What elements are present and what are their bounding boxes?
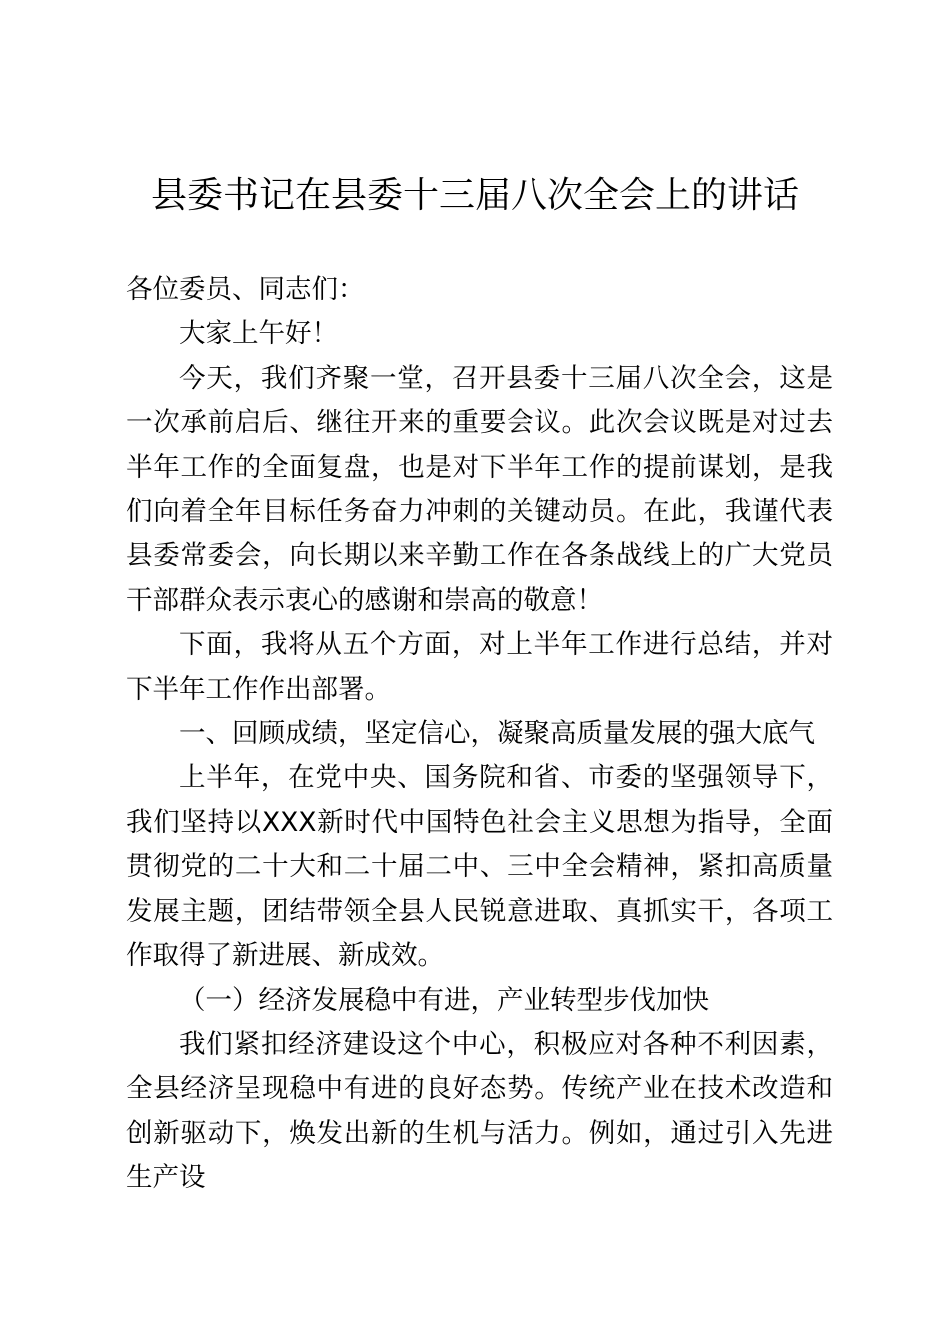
paragraph-opening: 今天，我们齐聚一堂，召开县委十三届八次全会，这是一次承前启后、继往开来的重要会议。此次会议既是对过去半年工作的全面复盘，也是对下半年工作的提前谋划，是我们向着全年目标任务奋力冲刺的关键动员。在此，我谨代表县委常委会，向长期以来辛勤工作在各条战线上的广大党员干部群众表示衷心的感谢和崇高的敬意！ (126, 362, 833, 616)
greeting: 大家上午好！ (179, 318, 338, 350)
document-title: 县委书记在县委十三届八次全会上的讲话 (150, 175, 799, 216)
paragraph-review: 上半年，在党中央、国务院和省、市委的坚强领导下，我们坚持以XXX新时代中国特色社会主义思想为指导，全面贯彻党的二十大和二十届二中、三中全会精神，紧扣高质量发展主题，团结带领全县人民锐意进取、真抓实干，各项工作取得了新进展、新成效。 (126, 762, 833, 972)
salutation: 各位委员、同志们： (126, 274, 365, 305)
document-body (126, 268, 833, 1201)
paragraph-economy: 我们紧扣经济建设这个中心，积极应对各种不利因素，全县经济呈现稳中有进的良好态势。传统产业在技术改造和创新驱动下，焕发出新的生机与活力。例如，通过引入先进生产设 (126, 1028, 833, 1194)
subsection-heading-1: （一）经济发展稳中有进，产业转型步伐加快 (179, 984, 709, 1016)
paragraph-outline: 下面，我将从五个方面，对上半年工作进行总结，并对下半年工作作出部署。 (126, 629, 833, 705)
section-heading-1: 一、回顾成绩，坚定信心，凝聚高质量发展的强大底气 (179, 718, 815, 750)
